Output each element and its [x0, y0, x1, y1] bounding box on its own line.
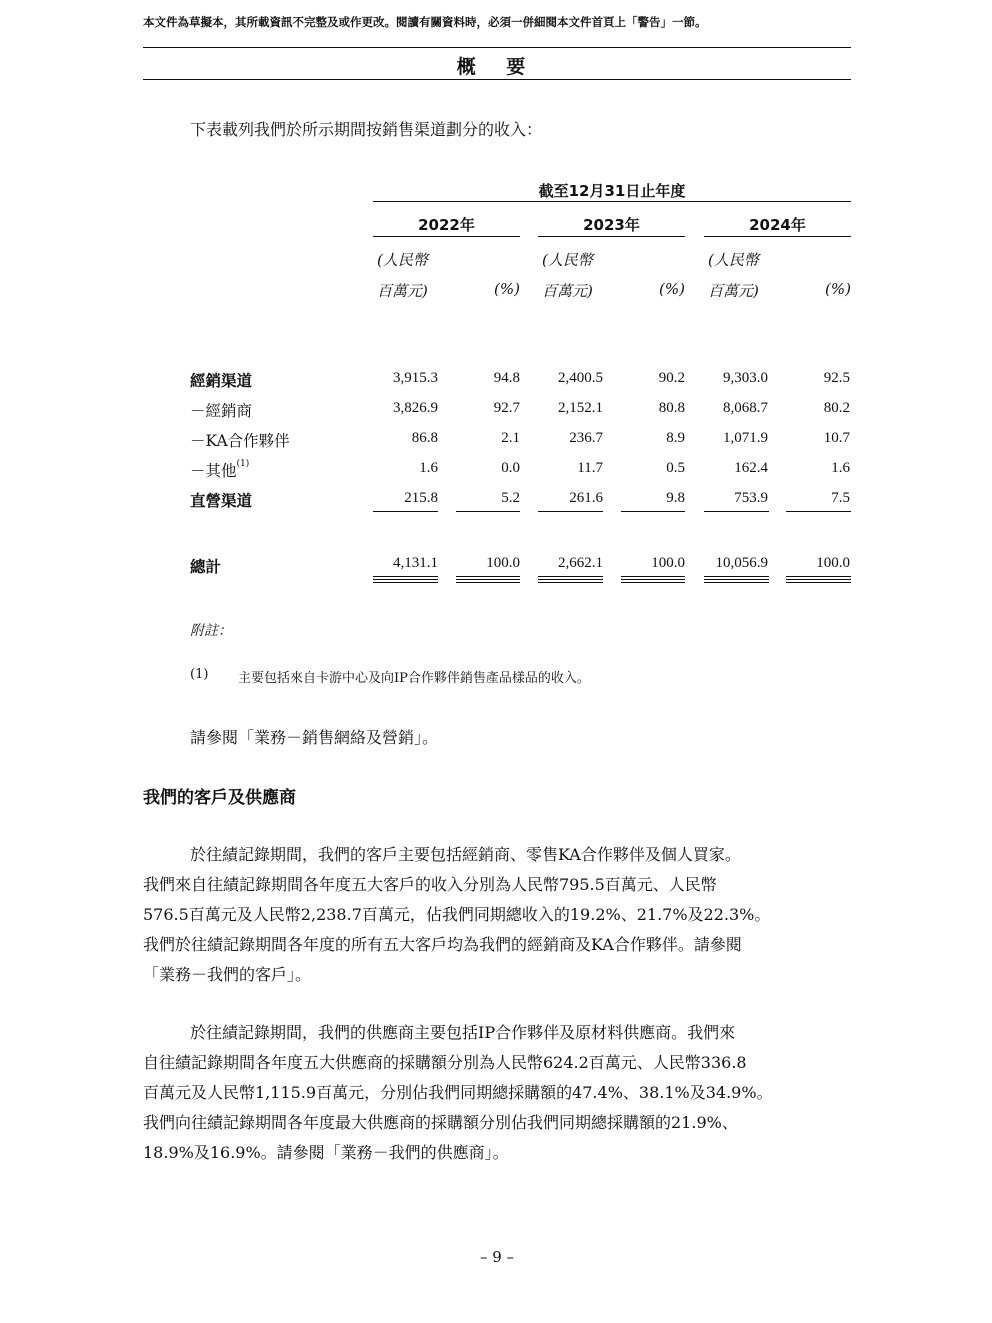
table-cell: 1.6 [831, 460, 850, 476]
table-cell: 8.9 [666, 430, 685, 446]
page-number: – 9 – [479, 1248, 515, 1266]
paragraph-line: 自往績記錄期間各年度五大供應商的採購額分別為人民幣624.2百萬元、人民幣336.8 [143, 1053, 747, 1072]
total-rule [538, 576, 603, 577]
paragraph-line: 「業務－我們的客戶」。 [143, 965, 312, 984]
table-cell: 9.8 [666, 490, 685, 506]
row-label-others [190, 459, 249, 481]
table-cell: 2,152.1 [558, 400, 603, 416]
note-number: (1) [190, 667, 209, 682]
table-cell: 3,915.3 [393, 370, 438, 386]
table-cell: 90.2 [658, 370, 685, 386]
table-cell: 80.8 [658, 400, 685, 416]
table-cell: 86.8 [411, 430, 438, 446]
year-header-2022: 2022年 [418, 216, 475, 234]
suppliers-paragraph [143, 1018, 851, 1168]
table-cell: 10.7 [823, 430, 850, 446]
total-double-rule [786, 579, 851, 583]
table-cell: 94.8 [493, 370, 520, 386]
table-cell: 215.8 [404, 490, 438, 506]
pct-header-2022: (%) [494, 280, 520, 298]
total-rule [704, 576, 769, 577]
notes-heading: 附註： [190, 623, 232, 639]
header-rule-top [143, 47, 851, 48]
pct-header-2024: (%) [825, 280, 851, 298]
unit-header-2024-line2: 百萬元) [708, 282, 759, 300]
total-rule [456, 576, 520, 577]
row-label-distributors: －經銷商 [190, 402, 253, 420]
paragraph-line: 18.9%及16.9%。請參閱「業務－我們的供應商」。 [143, 1143, 509, 1162]
table-intro: 下表載列我們於所示期間按銷售渠道劃分的收入： [190, 120, 543, 139]
table-cell: 2.1 [501, 430, 520, 446]
total-rule [786, 576, 851, 577]
year-underline-2024 [704, 236, 851, 237]
subtotal-rule [621, 511, 685, 512]
subtotal-rule [704, 511, 769, 512]
table-cell: 753.9 [734, 490, 768, 506]
total-double-rule [456, 579, 520, 583]
unit-header-2023: (人民幣 [542, 251, 593, 269]
table-cell: 80.2 [823, 400, 850, 416]
table-cell: 1.6 [419, 460, 438, 476]
table-cell-total: 4,131.1 [393, 555, 438, 571]
total-rule [373, 576, 438, 577]
subtotal-rule [538, 511, 603, 512]
table-cell: 236.7 [569, 430, 603, 446]
customers-paragraph [143, 840, 851, 990]
paragraph-line: 我們於往績記錄期間各年度的所有五大客戶均為我們的經銷商及KA合作夥伴。請參閱 [143, 935, 742, 954]
period-underline [373, 201, 851, 202]
unit-header-2022: (人民幣 [377, 251, 428, 269]
table-cell-total: 100.0 [651, 555, 685, 571]
unit-header-2023-line2: 百萬元) [542, 282, 593, 300]
row-label-others-text: －其他 [190, 462, 237, 480]
unit-header-2022-line2: 百萬元) [377, 282, 428, 300]
table-cell-total: 100.0 [816, 555, 850, 571]
row-label-direct-sales: 直營渠道 [190, 492, 253, 510]
note-text: 主要包括來自卡游中心及向IP合作夥伴銷售產品樣品的收入。 [238, 671, 590, 686]
table-cell: 7.5 [831, 490, 850, 506]
header-rule-bottom [143, 79, 851, 80]
table-cell: 3,826.9 [393, 400, 438, 416]
subtotal-rule [456, 511, 520, 512]
paragraph-line: 我們來自往績記錄期間各年度五大客戶的收入分別為人民幣795.5百萬元、人民幣 [143, 875, 717, 894]
subtotal-rule [373, 511, 438, 512]
paragraph-line: 我們向往績記錄期間各年度最大供應商的採購額分別佔我們同期總採購額的21.9%、 [143, 1113, 738, 1132]
year-underline-2023 [538, 236, 685, 237]
total-rule [621, 576, 685, 577]
table-cell: 1,071.9 [723, 430, 768, 446]
row-label-ka-partners: －KA合作夥伴 [190, 432, 290, 450]
section-heading: 我們的客戶及供應商 [143, 788, 296, 808]
section-title: 概 要 [456, 56, 538, 78]
footnote-marker: (1) [236, 459, 250, 469]
table-cell: 2,400.5 [558, 370, 603, 386]
table-cell: 162.4 [734, 460, 768, 476]
table-cell: 11.7 [577, 460, 603, 476]
table-cell-total: 10,056.9 [715, 555, 768, 571]
paragraph-line: 於往績記錄期間，我們的供應商主要包括IP合作夥伴及原材料供應商。我們來 [190, 1023, 736, 1042]
total-double-rule [538, 579, 603, 583]
unit-header-2024: (人民幣 [708, 251, 759, 269]
row-label-distribution: 經銷渠道 [190, 372, 253, 390]
table-cell-total: 2,662.1 [558, 555, 603, 571]
paragraph-line: 於往績記錄期間，我們的客戶主要包括經銷商、零售KA合作夥伴及個人買家。 [190, 845, 741, 864]
table-cell: 9,303.0 [723, 370, 768, 386]
table-cell: 261.6 [569, 490, 603, 506]
table-cell: 5.2 [501, 490, 520, 506]
draft-warning: 本文件為草擬本，其所載資訊不完整及或作更改。閱讀有關資料時，必須一併細閱本文件首頁上「警告」一節。 [143, 15, 707, 29]
table-cell: 8,068.7 [723, 400, 768, 416]
total-double-rule [704, 579, 769, 583]
period-header: 截至12月31日止年度 [538, 182, 686, 200]
pct-header-2023: (%) [659, 280, 685, 298]
table-cell: 0.0 [501, 460, 520, 476]
table-cell: 92.7 [493, 400, 520, 416]
table-cell: 0.5 [666, 460, 685, 476]
cross-reference: 請參閱「業務－銷售網絡及營銷」。 [190, 728, 439, 747]
year-header-2023: 2023年 [583, 216, 640, 234]
year-underline-2022 [373, 236, 520, 237]
year-header-2024: 2024年 [749, 216, 806, 234]
total-double-rule [373, 579, 438, 583]
total-double-rule [621, 579, 685, 583]
row-label-total: 總計 [190, 558, 222, 576]
table-cell-total: 100.0 [486, 555, 520, 571]
subtotal-rule [786, 511, 851, 512]
paragraph-line: 百萬元及人民幣1,115.9百萬元，分別佔我們同期總採購額的47.4%、38.1%及34.9%。 [143, 1083, 773, 1102]
paragraph-line: 576.5百萬元及人民幣2,238.7百萬元，佔我們同期總收入的19.2%、21.7%及22.3%。 [143, 905, 771, 924]
table-cell: 92.5 [823, 370, 850, 386]
